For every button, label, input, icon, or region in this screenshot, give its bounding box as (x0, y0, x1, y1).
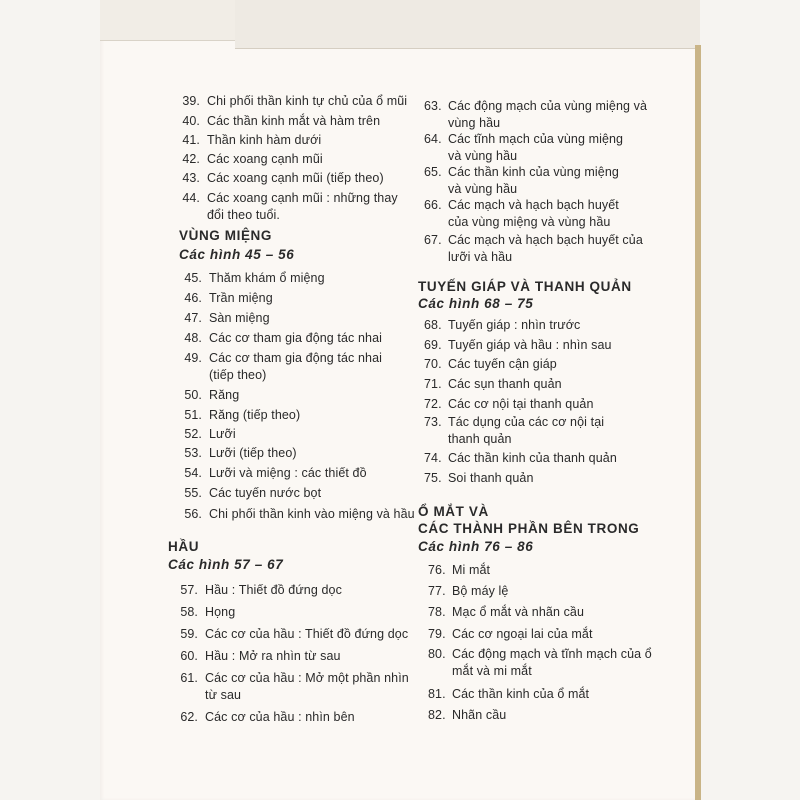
entry-title: Nhãn cầu (452, 708, 507, 722)
entry-number: 53. (184, 446, 202, 460)
entry-number: 50. (184, 388, 202, 402)
entry-number: 70. (424, 357, 442, 371)
entry-title: Bộ máy lệ (452, 584, 509, 598)
entry-title: Các thần kinh của ổ mắt (452, 687, 590, 701)
left-background (0, 0, 100, 800)
entry-title: Tác dụng của các cơ nội tại (448, 415, 605, 429)
entry-number: 41. (182, 133, 200, 147)
entry-number: 45. (184, 271, 202, 285)
entry-number: 60. (180, 649, 198, 663)
entry-title: Các sụn thanh quản (448, 377, 562, 391)
entry-title: Mạc ổ mắt và nhãn cầu (452, 605, 585, 619)
entry-number: 39. (182, 94, 200, 108)
entry-title: Soi thanh quản (448, 471, 534, 485)
entry-number: 48. (184, 331, 202, 345)
entry-title: Các cơ nội tại thanh quản (448, 397, 594, 411)
entry-title: Các cơ của hầu : nhìn bên (205, 710, 355, 724)
entry-title: Thần kinh hàm dưới (207, 133, 322, 147)
entry-number: 82. (428, 708, 446, 722)
entry-title: Các thần kinh của thanh quản (448, 451, 617, 465)
entry-number: 65. (424, 165, 442, 179)
entry-title: lưỡi và hầu (448, 250, 513, 264)
entry-number: 40. (182, 114, 200, 128)
entry-number: 59. (180, 627, 198, 641)
entry-title: Các mạch và hạch bạch huyết (448, 198, 619, 212)
entry-number: 58. (180, 605, 198, 619)
entry-title: Các cơ tham gia động tác nhai (209, 331, 382, 345)
section-title-mouth: VÙNG MIỆNG (179, 228, 273, 243)
entry-title: thanh quản (448, 432, 512, 446)
entry-title: Chi phối thần kinh tự chủ của ổ mũi (207, 94, 408, 108)
entry-title: Các tuyến cận giáp (448, 357, 557, 371)
entry-title: Tuyến giáp : nhìn trước (448, 318, 581, 332)
section-title-orbit-line2: CÁC THÀNH PHẦN BÊN TRONG (418, 521, 640, 536)
entry-number: 49. (184, 351, 202, 365)
section-subtitle-pharynx: Các hình 57 – 67 (168, 557, 284, 572)
entry-number: 57. (180, 583, 198, 597)
entry-number: 73. (424, 415, 442, 429)
entry-number: 69. (424, 338, 442, 352)
entry-title: đổi theo tuổi. (207, 208, 280, 222)
entry-number: 51. (184, 408, 202, 422)
entry-number: 52. (184, 427, 202, 441)
entry-number: 75. (424, 471, 442, 485)
entry-number: 62. (180, 710, 198, 724)
overlapping-page-edge (235, 0, 700, 49)
section-subtitle-mouth: Các hình 45 – 56 (179, 247, 295, 262)
entry-number: 67. (424, 233, 442, 247)
entry-title: Răng (tiếp theo) (209, 408, 301, 422)
entry-title: Các tĩnh mạch của vùng miệng (448, 132, 624, 146)
section-title-pharynx: HẦU (168, 539, 200, 554)
entry-title: và vùng hầu (448, 182, 518, 196)
section-title-orbit-line1: Ổ MẮT VÀ (418, 504, 489, 519)
entry-title: Trần miệng (209, 291, 273, 305)
book-page-edge (695, 45, 701, 800)
entry-number: 81. (428, 687, 446, 701)
entry-title: Lưỡi (tiếp theo) (209, 446, 297, 460)
entry-number: 42. (182, 152, 200, 166)
section-subtitle-orbit: Các hình 76 – 86 (418, 539, 534, 554)
entry-number: 74. (424, 451, 442, 465)
entry-title: vùng hầu (448, 116, 501, 130)
entry-title: Lưỡi (209, 427, 236, 441)
entry-number: 79. (428, 627, 446, 641)
entry-title: Sàn miệng (209, 311, 270, 325)
entry-title: Chi phối thần kinh vào miệng và hầu (209, 507, 415, 521)
entry-title: từ sau (205, 688, 242, 702)
entry-number: 55. (184, 486, 202, 500)
entry-title: Mi mắt (452, 563, 491, 577)
entry-title: Các cơ tham gia động tác nhai (209, 351, 382, 365)
entry-number: 68. (424, 318, 442, 332)
entry-title: Các cơ của hầu : Thiết đồ đứng dọc (205, 627, 409, 641)
entry-title: Các thần kinh của vùng miệng (448, 165, 619, 179)
entry-title: và vùng hầu (448, 149, 518, 163)
entry-title: Họng (205, 605, 236, 619)
entry-title: Các động mạch của vùng miệng và (448, 99, 648, 113)
section-subtitle-thyroid: Các hình 68 – 75 (418, 296, 534, 311)
section-title-thyroid: TUYẾN GIÁP VÀ THANH QUẢN (418, 279, 632, 294)
entry-title: Các thần kinh mắt và hàm trên (207, 114, 381, 128)
entry-number: 46. (184, 291, 202, 305)
entry-number: 71. (424, 377, 442, 391)
entry-number: 76. (428, 563, 446, 577)
entry-title: Răng (209, 388, 240, 402)
right-background (700, 0, 800, 800)
entry-number: 77. (428, 584, 446, 598)
entry-number: 80. (428, 647, 446, 661)
entry-title: Lưỡi và miệng : các thiết đồ (209, 466, 367, 480)
entry-title: mắt và mi mắt (452, 664, 532, 678)
entry-title: (tiếp theo) (209, 368, 267, 382)
entry-number: 56. (184, 507, 202, 521)
entry-number: 72. (424, 397, 442, 411)
entry-number: 47. (184, 311, 202, 325)
entry-title: Hầu : Thiết đồ đứng dọc (205, 583, 342, 597)
entry-number: 44. (182, 191, 200, 205)
entry-title: Tuyến giáp và hầu : nhìn sau (448, 338, 612, 352)
entry-title: Các xoang cạnh mũi : những thay (207, 191, 398, 205)
entry-number: 43. (182, 171, 200, 185)
entry-title: Các động mạch và tĩnh mạch của ổ (452, 647, 652, 661)
entry-title: Các cơ của hầu : Mở một phần nhìn (205, 671, 409, 685)
entry-number: 78. (428, 605, 446, 619)
entry-title: Các mạch và hạch bạch huyết của (448, 233, 643, 247)
entry-title: Các tuyến nước bọt (209, 486, 322, 500)
entry-number: 54. (184, 466, 202, 480)
entry-number: 66. (424, 198, 442, 212)
entry-title: Hầu : Mở ra nhìn từ sau (205, 649, 341, 663)
entry-title: Các cơ ngoại lai của mắt (452, 627, 593, 641)
entry-title: Thăm khám ổ miệng (209, 271, 325, 285)
entry-number: 61. (180, 671, 198, 685)
entry-number: 64. (424, 132, 442, 146)
entry-title: Các xoang cạnh mũi (tiếp theo) (207, 171, 384, 185)
entry-title: Các xoang cạnh mũi (207, 152, 323, 166)
entry-title: của vùng miệng và vùng hầu (448, 215, 611, 229)
entry-number: 63. (424, 99, 442, 113)
